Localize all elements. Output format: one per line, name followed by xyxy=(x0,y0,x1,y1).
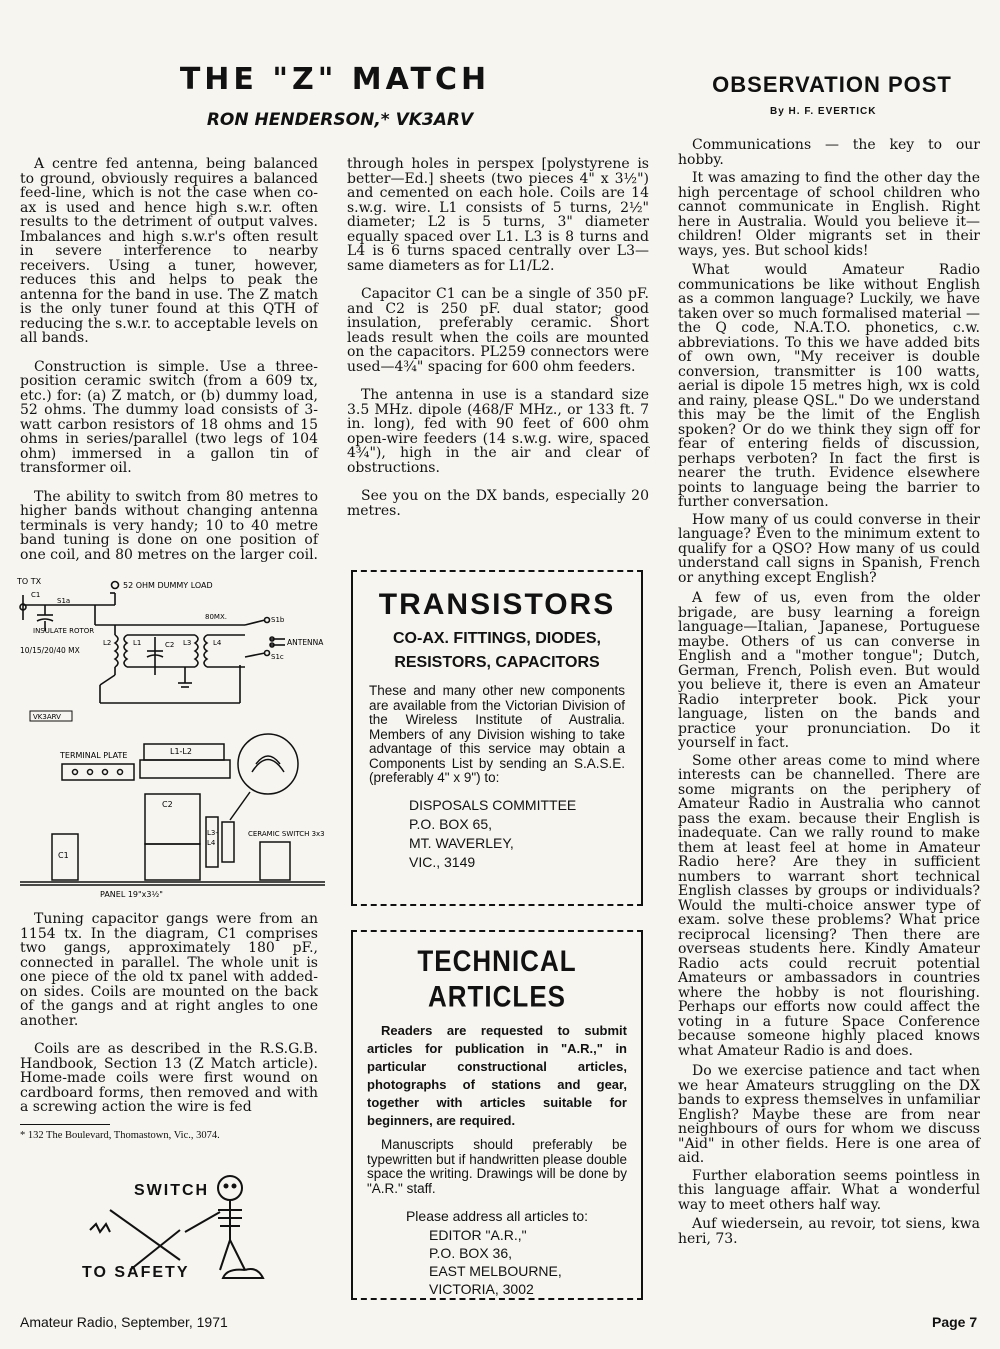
paragraph: See you on the DX bands, especially 20 metres. xyxy=(347,488,649,519)
address-line: P.O. BOX 36, xyxy=(429,1245,513,1261)
paragraph: A centre fed antenna, being balanced to ground, obviously requires a balanced feed-line, which is not the case when co-ax is used and hence high s.w.r. often results to the detriment of output valves. Imbalances and high s.w.r's often result in severe interference to nearby receivers. Using a tuner, however, reduces this and helps to peak the antenna for the band in use. The Z match is the only tuner found at this QTH of reducing the s.w.r. to acceptable levels on all bands. xyxy=(20,156,318,346)
schematic-label: TO TX xyxy=(17,577,42,586)
paragraph: Communications — the key to our hobby. xyxy=(678,137,980,168)
schematic-label: S1b xyxy=(271,616,285,624)
cartoon-caption-top: SWITCH xyxy=(134,1182,210,1199)
address-line: VIC., 3149 xyxy=(409,853,476,870)
transistors-ad-subtitle: RESISTORS, CAPACITORS xyxy=(394,654,600,671)
transistors-ad-body: These and many other new components are available from the Victorian Division of the Wireless Institute of Australia. Members of any Division wishing to take advantage of this service may obtain a Components List by sending an S.A.S.E. (preferably 4" x 9") to: xyxy=(369,683,625,785)
address-line: MT. WAVERLEY, xyxy=(409,834,514,851)
footer-page-number: Page 7 xyxy=(932,1314,978,1330)
address-line: EDITOR "A.R.," xyxy=(429,1227,527,1243)
schematic-label: L4 xyxy=(213,639,222,647)
paragraph: It was amazing to find the other day the high percentage of school children who cannot communicate in English. Right here in Australia. Would you believe it—children! Older migrants set in their ways, yes. But school kids! xyxy=(678,170,980,259)
layout-label: L3- xyxy=(207,829,218,837)
schematic-label: ANTENNA xyxy=(287,638,324,647)
z-match-col1-upper xyxy=(20,157,318,576)
transistors-ad-title: TRANSISTORS xyxy=(378,588,616,621)
paragraph: Capacitor C1 can be a single of 350 pF. and C2 is 250 pF. dual stator; good insulation, preferably ceramic. Short leads result when the coils are mounted on the capacitors. PL259 connectors were used—4¾" spacing for 600 ohm feeders. xyxy=(347,286,649,375)
z-match-col2 xyxy=(347,157,649,532)
schematic-label: C1 xyxy=(31,591,41,599)
switch-to-safety-cartoon xyxy=(70,1170,280,1288)
schematic-label: L3 xyxy=(183,639,192,647)
footnote: * 132 The Boulevard, Thomastown, Vic., 3074. xyxy=(20,1130,220,1141)
z-match-byline: RON HENDERSON,* VK3ARV xyxy=(206,110,474,130)
paragraph: The antenna in use is a standard size 3.5 MHz. dipole (468/F MHz., or 133 ft. 7 in. long), fed with 90 feet of 600 ohm open-wire feeders (14 s.w.g. wire, spaced 4¾"), high in the air and clear of obstructions. xyxy=(347,387,649,476)
cartoon-caption-bottom: TO SAFETY xyxy=(82,1264,190,1281)
paragraph: How many of us could converse in their language? Even to the minimum extent to qualify for a QSO? How many of us could understand call signs in Spanish, French or anything except English? xyxy=(678,511,980,586)
schematic-label: C2 xyxy=(165,641,175,649)
paragraph: What would Amateur Radio communications be like without English as a common language? Luckily, we have taken over so much formalised material —the Q code, N.A.T.O. phonetics, c.w. abbreviations. To this we have added bits of own own, "My receiver is double conversion, transmitter is 100 watts, aerial is dipole 15 metres high, wx is cold and rainy, please QSL." Do we understand this may be the limit of the English spoken? Or do we think they sign off for fear of entering fields of discussion, perhaps verboten? In fact the first is nearer the truth. Evidence elsewhere points to language being the barrier to further conversation. xyxy=(678,262,980,510)
paragraph: A few of us, even from the older brigade, are busy learning a foreign language—Italian, Japanese, Portuguese maybe. Others of us can converse in English and a "mother tongue"; Dutch, German, French, Polish even. But would you believe it, there is even an Amateur Radio interpreter book. Pick your language, listen on the bands and practice your pronunciation. Do it yourself in fact. xyxy=(678,590,980,751)
schematic-label: 52 OHM DUMMY LOAD xyxy=(123,581,213,590)
layout-label: C1 xyxy=(58,851,69,860)
layout-label: PANEL 19"x3½" xyxy=(100,890,163,899)
schematic-label: S1a xyxy=(57,597,71,605)
technical-ad-address-intro: Please address all articles to: xyxy=(405,1208,589,1224)
paragraph: Construction is simple. Use a three-position ceramic switch (from a 609 tx, etc.) for: (a) Z match, or (b) dummy load, 52 ohms. The dummy load consists of 3-watt carbon resistors of 18 ohms and 15 ohms in series/parallel (two legs of 104 ohm) immersed in a gallon tin of transformer oil. xyxy=(20,358,318,476)
z-match-title: THE "Z" MATCH xyxy=(179,62,491,97)
paragraph: through holes in perspex [polystyrene is better—Ed.] sheets (two pieces 4" x 3½") and cemented on each hole. Coils are 14 s.w.g. wire. L1 consists of 5 turns, 2½" diameter; L2 is 5 turns, 3" diameter equally spaced over L1. L3 is 8 turns and L4 is 6 turns spaced centrally over L3—same diameters as for L1/L2. xyxy=(347,156,649,274)
z-match-layout-diagram xyxy=(20,722,325,904)
z-match-schematic xyxy=(15,575,325,723)
address-line: DISPOSALS COMMITTEE xyxy=(409,796,577,813)
z-match-col1-lower xyxy=(20,912,318,1129)
address-line: EAST MELBOURNE, xyxy=(429,1263,562,1279)
technical-articles-ad xyxy=(351,930,643,1300)
footer-publication: Amateur Radio, September, 1971 xyxy=(20,1314,228,1330)
schematic-label: L2 xyxy=(103,639,112,647)
paragraph: Auf wiedersein, au revoir, tot siens, kwa heri, 73. xyxy=(678,1216,980,1247)
paragraph: Tuning capacitor gangs were from an 1154 tx. In the diagram, C1 comprises two gangs, approximately 180 pF., connected in parallel. The whole unit is one piece of the old tx panel with added-on sides. Coils are mounted on the back of the gangs and at right angles to one another. xyxy=(20,911,318,1029)
paragraph: Do we exercise patience and tact when we hear Amateurs struggling on the DX bands to express themselves in unfamiliar English? Maybe these are from near neighbours of ours for whom we discuss "Aid" in other fields. Here is one area of aid. xyxy=(678,1063,980,1166)
technical-ad-title: TECHNICAL ARTICLES xyxy=(417,943,577,1014)
paragraph: The ability to switch from 80 metres to higher bands without changing antenna terminals is very handy; 10 to 40 metre band tuning is done on one position of one coil, and 80 metres on the larger coil. xyxy=(20,488,318,563)
schematic-label: INSULATE ROTOR xyxy=(33,627,95,635)
address-line: VICTORIA, 3002 xyxy=(429,1281,534,1297)
observation-post-byline: By H. F. EVERTICK xyxy=(770,106,877,117)
paragraph: Coils are as described in the R.S.G.B. Handbook, Section 13 (Z Match article). Home-made coils were first wound on cardboard forms, then removed and with a screwing action the wire is fed xyxy=(20,1041,318,1115)
schematic-tag: VK3ARV xyxy=(33,713,61,721)
observation-post-text xyxy=(678,138,980,1246)
layout-label: L4 xyxy=(207,839,216,847)
schematic-label: 10/15/20/40 MX xyxy=(20,646,80,655)
technical-ad-body: Manuscripts should preferably be typewritten but if handwritten please double space the writing. Drawings will be done by "A.R." staff. xyxy=(367,1137,627,1196)
layout-label: TERMINAL PLATE xyxy=(60,751,128,760)
observation-post-title: OBSERVATION POST xyxy=(712,72,952,97)
schematic-label: L1 xyxy=(133,639,142,647)
transistors-ad xyxy=(351,570,643,906)
address-line: P.O. BOX 65, xyxy=(409,815,493,832)
technical-ad-request: Readers are requested to submit articles for publication in "A.R.," in particular constructional articles, photographs of stations and gear, together with articles suitable for beginners, are required. xyxy=(367,1023,627,1128)
paragraph: Further elaboration seems pointless in this language affair. What a wonderful way to meet others half way. xyxy=(678,1167,980,1213)
layout-label: C2 xyxy=(162,800,173,809)
schematic-label: S1c xyxy=(271,653,284,661)
transistors-ad-subtitle: CO-AX. FITTINGS, DIODES, xyxy=(392,630,601,647)
layout-label: CERAMIC SWITCH 3x3 xyxy=(248,830,325,838)
paragraph: Some other areas come to mind where interests can be channelled. There are some migrants on the periphery of Amateur Radio in Australia who cannot pass the exam. because their English is inadequate. Can we rally round to make them at least feel at home in Amateur Radio here? Are they in sufficient numbers to warrant short technical English classes by groups or individuals? Would the multi-choice answer type of exam. solve these problems? What price reciprocal licensing? Then there are overseas students here. Kindly Amateur Radio acts could recruit potential Amateurs or ambassadors in countries where the hobby is not flourishing. Perhaps our efforts now could affect the voting in a future Space Conference because someone highly placed knows what Amateur Radio is and does. xyxy=(678,752,980,1059)
layout-label: L1-L2 xyxy=(170,747,192,756)
schematic-label: 80MX. xyxy=(205,613,227,621)
